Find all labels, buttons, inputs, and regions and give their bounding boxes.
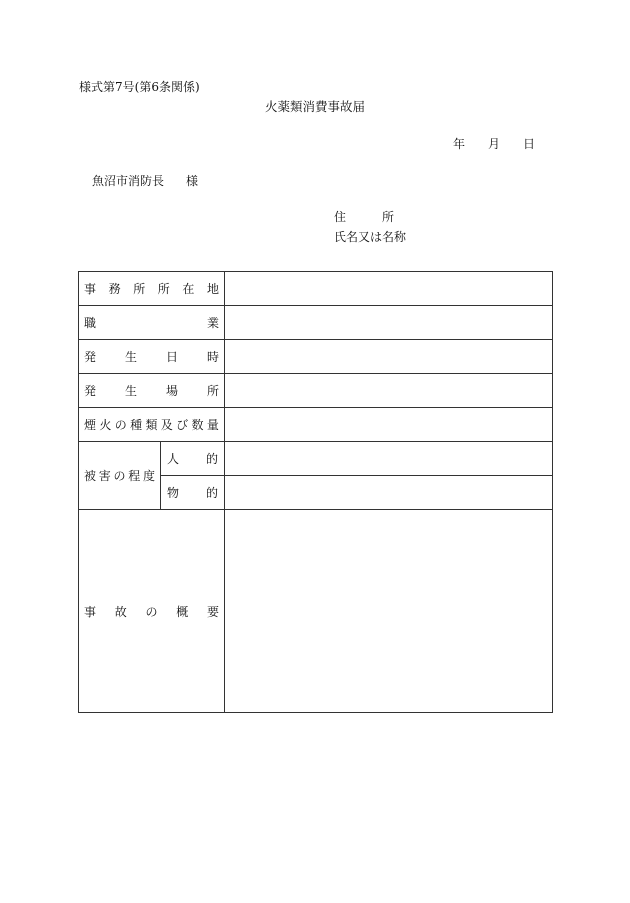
label-char: 発 — [84, 384, 97, 398]
label-char: 概 — [176, 604, 189, 619]
table-row — [79, 408, 553, 442]
label-char: 生 — [124, 350, 137, 364]
label-char: 故 — [114, 604, 127, 619]
date-month-label: 月 — [488, 137, 501, 151]
label-char: 被 — [84, 469, 97, 483]
label-char: 日 — [165, 350, 178, 364]
spaced-label — [167, 442, 218, 475]
label-char: 業 — [206, 316, 219, 330]
damage-sub-label — [161, 476, 225, 510]
table-row — [79, 374, 553, 408]
spaced-label — [84, 272, 219, 305]
label-char: 度 — [142, 469, 155, 483]
row-label — [79, 340, 225, 374]
row-label — [79, 408, 225, 442]
row-label — [79, 306, 225, 340]
label-char: 的 — [205, 452, 218, 466]
occupation-field[interactable] — [225, 306, 553, 340]
row-label — [79, 510, 225, 713]
label-char: 務 — [108, 282, 121, 296]
label-char: 煙 — [84, 418, 97, 432]
label-char: 量 — [206, 418, 219, 432]
label-char: 事 — [84, 282, 97, 296]
label-char: の — [113, 469, 126, 483]
applicant-name-label: 氏名又は名称 — [334, 230, 407, 244]
office-location-field[interactable] — [225, 272, 553, 306]
spaced-label — [84, 340, 219, 373]
accident-summary-field[interactable] — [225, 510, 553, 713]
table-row — [79, 340, 553, 374]
label-char: 事 — [84, 604, 97, 619]
date-year-label: 年 — [453, 137, 466, 151]
spaced-label — [84, 408, 219, 441]
label-char: の — [114, 418, 127, 432]
label-char: 種 — [130, 418, 143, 432]
spaced-label — [84, 510, 219, 712]
occurrence-place-field[interactable] — [225, 374, 553, 408]
label-char: 程 — [128, 469, 141, 483]
applicant-address-label: 住 所 — [334, 210, 395, 224]
table-row — [79, 306, 553, 340]
addressee — [92, 174, 198, 188]
fireworks-type-quantity-field[interactable] — [225, 408, 553, 442]
label-char: 人 — [167, 452, 180, 466]
property-damage-field[interactable] — [225, 476, 553, 510]
label-char: 場 — [165, 384, 178, 398]
form-title: 火薬類消費事故届 — [264, 99, 365, 114]
table-row — [79, 442, 553, 476]
label-char: 所 — [206, 384, 219, 398]
label-char: 時 — [206, 350, 219, 364]
label-char: 生 — [124, 384, 137, 398]
addressee-name: 魚沼市消防長 — [92, 174, 165, 188]
label-char: 類 — [145, 418, 158, 432]
spaced-label — [84, 374, 219, 407]
spaced-label — [84, 306, 219, 339]
label-char: 要 — [206, 604, 219, 619]
label-char: び — [176, 418, 189, 432]
table-row — [79, 272, 553, 306]
date-day-label: 日 — [523, 137, 536, 151]
report-table — [78, 271, 553, 713]
spaced-label — [84, 442, 155, 509]
form-number: 様式第7号(第6条関係) — [79, 80, 200, 94]
human-damage-field[interactable] — [225, 442, 553, 476]
label-char: 在 — [182, 282, 195, 296]
damage-label-cell — [79, 442, 161, 510]
label-char: 物 — [167, 486, 180, 500]
occurrence-datetime-field[interactable] — [225, 340, 553, 374]
label-char: 火 — [99, 418, 112, 432]
label-char: 地 — [206, 282, 219, 296]
label-char: 発 — [84, 350, 97, 364]
label-char: 及 — [160, 418, 173, 432]
label-char: 所 — [133, 282, 146, 296]
row-label — [79, 272, 225, 306]
label-char: 害 — [98, 469, 111, 483]
label-char: 職 — [84, 316, 97, 330]
label-char: 数 — [191, 418, 204, 432]
label-char: の — [145, 604, 158, 619]
label-char: 的 — [205, 486, 218, 500]
spaced-label — [167, 476, 218, 509]
label-char: 所 — [157, 282, 170, 296]
row-label — [79, 374, 225, 408]
addressee-honorific: 様 — [186, 174, 199, 188]
table-row — [79, 510, 553, 713]
damage-sub-label — [161, 442, 225, 476]
